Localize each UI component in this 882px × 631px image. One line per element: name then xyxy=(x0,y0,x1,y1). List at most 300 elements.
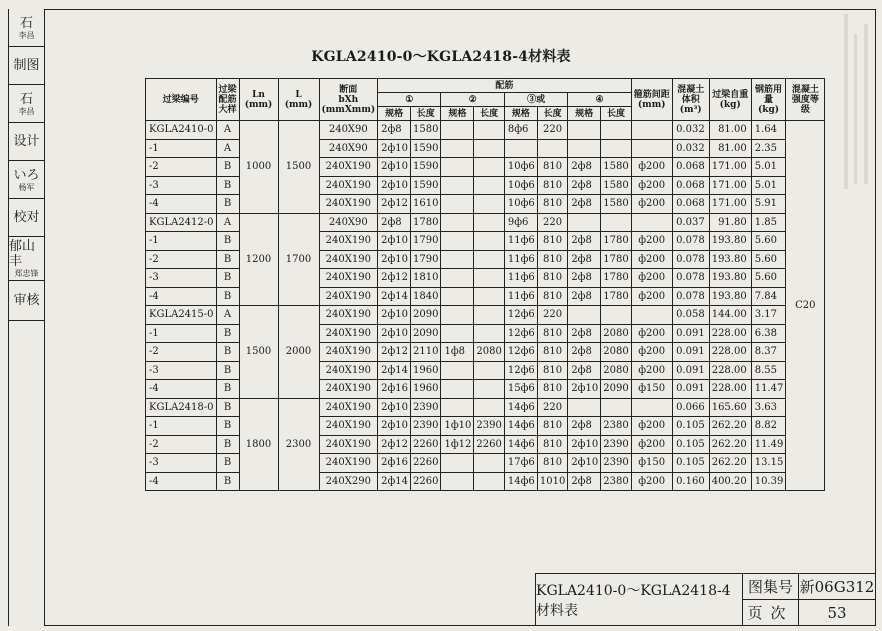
cell-st xyxy=(631,213,672,232)
header-bar-2: ② xyxy=(441,93,504,107)
cell-s1: 2ф12 xyxy=(378,269,411,288)
atlas-label: 图集号 xyxy=(743,574,799,600)
cell-s4: 2ф8 xyxy=(568,472,601,491)
cell-w: 193.80 xyxy=(709,232,751,251)
cell-l2: 2080 xyxy=(474,343,504,362)
cell-l1: 1960 xyxy=(411,361,441,380)
header-concrete-volume: 混凝土体积(m³) xyxy=(672,79,709,121)
cell-l: 2000 xyxy=(278,306,319,399)
cell-sec: 240X190 xyxy=(319,361,378,380)
cell-l4 xyxy=(601,306,631,325)
cell-st: ф200 xyxy=(631,324,672,343)
signature-role: いろ xyxy=(13,167,40,183)
header-section: 断面 bXh (mmXmm) xyxy=(319,79,378,121)
cell-d: B xyxy=(216,417,239,436)
cell-sec: 240X190 xyxy=(319,232,378,251)
cell-s1: 2ф8 xyxy=(378,121,411,140)
header-steel: 钢筋用量(kg) xyxy=(751,79,786,121)
cell-l4: 2390 xyxy=(601,435,631,454)
cell-l2 xyxy=(474,361,504,380)
cell-st: ф200 xyxy=(631,361,672,380)
cell-l1: 2090 xyxy=(411,324,441,343)
cell-s4: 2ф8 xyxy=(568,324,601,343)
signature-role: 郁山丰 xyxy=(9,239,36,269)
cell-s1: 2ф10 xyxy=(378,306,411,325)
signature-role: 审核 xyxy=(13,293,40,308)
cell-w: 144.00 xyxy=(709,306,751,325)
signature-role: 石 xyxy=(19,15,33,31)
cell-l4: 2080 xyxy=(601,343,631,362)
header-l: L (mm) xyxy=(278,79,319,121)
table-row xyxy=(146,121,825,140)
header-length: 长度 xyxy=(601,107,631,121)
cell-d: A xyxy=(216,121,239,140)
cell-no: -1 xyxy=(146,324,217,343)
cell-steel: 8.82 xyxy=(751,417,786,436)
cell-d: B xyxy=(216,176,239,195)
cell-l3: 810 xyxy=(537,195,567,214)
cell-steel: 3.17 xyxy=(751,306,786,325)
cell-s1: 2ф14 xyxy=(378,287,411,306)
cell-l3: 220 xyxy=(537,213,567,232)
cell-steel: 3.63 xyxy=(751,398,786,417)
table-title: KGLA2410-0～KGLA2418-4材料表 xyxy=(311,49,571,65)
cell-no: -2 xyxy=(146,435,217,454)
cell-vol: 0.032 xyxy=(672,121,709,140)
cell-s4: 2ф8 xyxy=(568,269,601,288)
cell-no: -4 xyxy=(146,287,217,306)
cell-sec: 240X190 xyxy=(319,176,378,195)
cell-l1: 1590 xyxy=(411,176,441,195)
cell-no: -3 xyxy=(146,176,217,195)
cell-d: B xyxy=(216,361,239,380)
cell-s4 xyxy=(568,139,601,158)
cell-l3: 810 xyxy=(537,454,567,473)
signature-cell xyxy=(9,161,44,199)
header-bar-4: ④ xyxy=(568,93,631,107)
cell-vol: 0.037 xyxy=(672,213,709,232)
cell-l2 xyxy=(474,269,504,288)
cell-l4 xyxy=(601,398,631,417)
cell-vol: 0.160 xyxy=(672,472,709,491)
cell-l2 xyxy=(474,472,504,491)
cell-s4 xyxy=(568,398,601,417)
cell-s4: 2ф8 xyxy=(568,158,601,177)
cell-l2 xyxy=(474,121,504,140)
cell-w: 262.20 xyxy=(709,435,751,454)
title-block-name: KGLA2410-0～KGLA2418-4材料表 xyxy=(536,574,743,625)
cell-l1: 1590 xyxy=(411,158,441,177)
signature-cell xyxy=(9,123,44,161)
cell-l3: 810 xyxy=(537,176,567,195)
cell-l3: 810 xyxy=(537,343,567,362)
cell-ln: 1000 xyxy=(239,121,278,214)
cell-s2 xyxy=(441,398,474,417)
signature-cell xyxy=(9,85,44,123)
cell-s2 xyxy=(441,139,474,158)
cell-sec: 240X190 xyxy=(319,306,378,325)
cell-no: -3 xyxy=(146,269,217,288)
cell-l3: 810 xyxy=(537,269,567,288)
cell-l2 xyxy=(474,250,504,269)
cell-l3: 220 xyxy=(537,306,567,325)
cell-l3: 810 xyxy=(537,158,567,177)
cell-l2 xyxy=(474,380,504,399)
cell-no: -1 xyxy=(146,417,217,436)
cell-st: ф200 xyxy=(631,343,672,362)
cell-s3: 11ф6 xyxy=(504,232,537,251)
cell-l2 xyxy=(474,398,504,417)
cell-s1: 2ф10 xyxy=(378,324,411,343)
table-row xyxy=(146,398,825,417)
cell-l2 xyxy=(474,195,504,214)
cell-l1: 1610 xyxy=(411,195,441,214)
cell-l3: 220 xyxy=(537,121,567,140)
cell-l1: 1790 xyxy=(411,250,441,269)
cell-steel: 1.85 xyxy=(751,213,786,232)
cell-l3 xyxy=(537,139,567,158)
cell-s4: 2ф10 xyxy=(568,435,601,454)
header-grade: 混凝土强度等级 xyxy=(786,79,825,121)
cell-sec: 240X190 xyxy=(319,454,378,473)
header-length: 长度 xyxy=(474,107,504,121)
cell-steel: 6.38 xyxy=(751,324,786,343)
cell-l3: 810 xyxy=(537,380,567,399)
cell-s1: 2ф14 xyxy=(378,472,411,491)
cell-vol: 0.091 xyxy=(672,380,709,399)
cell-sec: 240X190 xyxy=(319,287,378,306)
cell-l1: 2260 xyxy=(411,472,441,491)
cell-sec: 240X290 xyxy=(319,472,378,491)
cell-steel: 8.55 xyxy=(751,361,786,380)
cell-s4: 2ф10 xyxy=(568,380,601,399)
cell-l3: 810 xyxy=(537,232,567,251)
cell-d: B xyxy=(216,287,239,306)
cell-s1: 2ф10 xyxy=(378,417,411,436)
header-rebar: 配筋 xyxy=(378,79,632,93)
cell-w: 193.80 xyxy=(709,269,751,288)
cell-sec: 240X190 xyxy=(319,398,378,417)
cell-l1: 1590 xyxy=(411,139,441,158)
cell-s3: 14ф6 xyxy=(504,398,537,417)
cell-l2 xyxy=(474,139,504,158)
header-stirrup: 箍筋间距 (mm) xyxy=(631,79,672,121)
cell-l1: 1840 xyxy=(411,287,441,306)
cell-s1: 2ф14 xyxy=(378,361,411,380)
cell-s2: 1ф10 xyxy=(441,417,474,436)
header-beam-no: 过梁编号 xyxy=(146,79,217,121)
signature-cell xyxy=(9,281,44,321)
cell-l4 xyxy=(601,121,631,140)
cell-sec: 240X190 xyxy=(319,380,378,399)
atlas-value: 新06G312 xyxy=(799,574,875,600)
cell-s2 xyxy=(441,361,474,380)
cell-no: -2 xyxy=(146,250,217,269)
cell-d: B xyxy=(216,269,239,288)
cell-steel: 2.35 xyxy=(751,139,786,158)
cell-l2 xyxy=(474,232,504,251)
header-bar-3: ③或 xyxy=(504,93,567,107)
cell-l4: 1780 xyxy=(601,232,631,251)
cell-no: -2 xyxy=(146,158,217,177)
cell-d: B xyxy=(216,195,239,214)
cell-l3: 810 xyxy=(537,361,567,380)
cell-l2: 2390 xyxy=(474,417,504,436)
cell-l3: 810 xyxy=(537,324,567,343)
cell-l4: 1580 xyxy=(601,195,631,214)
cell-vol: 0.032 xyxy=(672,139,709,158)
cell-s1: 2ф10 xyxy=(378,250,411,269)
signature-role: 设计 xyxy=(13,134,40,149)
cell-l4: 2390 xyxy=(601,454,631,473)
cell-l1: 1810 xyxy=(411,269,441,288)
cell-l1: 2390 xyxy=(411,398,441,417)
cell-s4: 2ф8 xyxy=(568,195,601,214)
cell-s4: 2ф10 xyxy=(568,454,601,473)
cell-d: A xyxy=(216,306,239,325)
cell-s4: 2ф8 xyxy=(568,232,601,251)
cell-l3: 810 xyxy=(537,417,567,436)
cell-l1: 1580 xyxy=(411,121,441,140)
cell-sec: 240X190 xyxy=(319,435,378,454)
header-weight: 过梁自重(kg) xyxy=(709,79,751,121)
cell-s4: 2ф8 xyxy=(568,176,601,195)
cell-vol: 0.066 xyxy=(672,398,709,417)
cell-vol: 0.078 xyxy=(672,232,709,251)
cell-l1: 2090 xyxy=(411,306,441,325)
cell-vol: 0.105 xyxy=(672,454,709,473)
cell-s3: 12ф6 xyxy=(504,343,537,362)
signature-strip xyxy=(8,9,44,626)
cell-l2: 2260 xyxy=(474,435,504,454)
cell-s3: 14ф6 xyxy=(504,435,537,454)
cell-steel: 11.47 xyxy=(751,380,786,399)
cell-no: -2 xyxy=(146,343,217,362)
cell-d: B xyxy=(216,250,239,269)
cell-s1: 2ф10 xyxy=(378,139,411,158)
cell-s1: 2ф10 xyxy=(378,158,411,177)
cell-s2 xyxy=(441,324,474,343)
cell-l2 xyxy=(474,158,504,177)
cell-s2 xyxy=(441,250,474,269)
signature-name: 李昌 xyxy=(18,30,35,40)
cell-vol: 0.091 xyxy=(672,361,709,380)
cell-l1: 2260 xyxy=(411,435,441,454)
cell-l4: 2380 xyxy=(601,417,631,436)
cell-no: -4 xyxy=(146,195,217,214)
cell-d: B xyxy=(216,380,239,399)
cell-w: 193.80 xyxy=(709,287,751,306)
cell-sec: 240X190 xyxy=(319,250,378,269)
cell-l2 xyxy=(474,454,504,473)
cell-l1: 2390 xyxy=(411,417,441,436)
cell-no: -4 xyxy=(146,472,217,491)
cell-st xyxy=(631,139,672,158)
cell-l4 xyxy=(601,213,631,232)
cell-steel: 1.64 xyxy=(751,121,786,140)
cell-s2: 1ф12 xyxy=(441,435,474,454)
cell-w: 400.20 xyxy=(709,472,751,491)
cell-st: ф200 xyxy=(631,287,672,306)
cell-s4: 2ф8 xyxy=(568,287,601,306)
cell-no: KGLA2410-0 xyxy=(146,121,217,140)
cell-no: KGLA2415-0 xyxy=(146,306,217,325)
cell-l1: 1790 xyxy=(411,232,441,251)
cell-steel: 5.60 xyxy=(751,232,786,251)
signature-name: 杨军 xyxy=(18,182,35,192)
cell-s4 xyxy=(568,213,601,232)
signature-name: 郑忠锋 xyxy=(14,269,39,278)
cell-s2 xyxy=(441,287,474,306)
cell-no: KGLA2418-0 xyxy=(146,398,217,417)
cell-l3: 220 xyxy=(537,398,567,417)
cell-st: ф200 xyxy=(631,158,672,177)
cell-steel: 10.39 xyxy=(751,472,786,491)
cell-w: 165.60 xyxy=(709,398,751,417)
cell-l3: 810 xyxy=(537,250,567,269)
cell-s3: 11ф6 xyxy=(504,250,537,269)
cell-l1: 1780 xyxy=(411,213,441,232)
cell-s4 xyxy=(568,306,601,325)
cell-d: A xyxy=(216,213,239,232)
cell-vol: 0.068 xyxy=(672,195,709,214)
cell-l: 1500 xyxy=(278,121,319,214)
cell-l1: 2110 xyxy=(411,343,441,362)
cell-w: 171.00 xyxy=(709,195,751,214)
cell-sec: 240X190 xyxy=(319,158,378,177)
cell-sec: 240X190 xyxy=(319,269,378,288)
cell-d: B xyxy=(216,158,239,177)
material-table-body xyxy=(146,121,825,491)
cell-s3: 10ф6 xyxy=(504,195,537,214)
cell-w: 171.00 xyxy=(709,158,751,177)
cell-s3: 10ф6 xyxy=(504,158,537,177)
cell-no: -3 xyxy=(146,454,217,473)
header-spec: 规格 xyxy=(378,107,411,121)
table-row xyxy=(146,213,825,232)
cell-w: 228.00 xyxy=(709,343,751,362)
cell-steel: 8.37 xyxy=(751,343,786,362)
table-row xyxy=(146,306,825,325)
cell-l4 xyxy=(601,139,631,158)
cell-d: B xyxy=(216,398,239,417)
cell-w: 193.80 xyxy=(709,250,751,269)
cell-l: 1700 xyxy=(278,213,319,306)
cell-d: A xyxy=(216,139,239,158)
cell-d: B xyxy=(216,472,239,491)
cell-d: B xyxy=(216,324,239,343)
cell-l2 xyxy=(474,213,504,232)
cell-l4: 1580 xyxy=(601,176,631,195)
cell-l1: 2260 xyxy=(411,454,441,473)
cell-steel: 5.01 xyxy=(751,158,786,177)
cell-st xyxy=(631,398,672,417)
cell-steel: 5.91 xyxy=(751,195,786,214)
cell-st: ф200 xyxy=(631,176,672,195)
signature-cell xyxy=(9,199,44,237)
cell-s2 xyxy=(441,306,474,325)
cell-d: B xyxy=(216,454,239,473)
cell-no: -4 xyxy=(146,380,217,399)
cell-s1: 2ф12 xyxy=(378,195,411,214)
cell-s3: 14ф6 xyxy=(504,417,537,436)
cell-s2 xyxy=(441,121,474,140)
cell-s3: 17ф6 xyxy=(504,454,537,473)
cell-w: 262.20 xyxy=(709,454,751,473)
cell-s3: 11ф6 xyxy=(504,269,537,288)
header-ln: Ln (mm) xyxy=(239,79,278,121)
signature-role: 校对 xyxy=(13,210,40,225)
header-spec: 规格 xyxy=(441,107,474,121)
cell-grade: C20 xyxy=(786,121,825,491)
cell-s1: 2ф16 xyxy=(378,454,411,473)
cell-sec: 240X190 xyxy=(319,343,378,362)
cell-s1: 2ф12 xyxy=(378,343,411,362)
cell-s4 xyxy=(568,121,601,140)
cell-s2 xyxy=(441,195,474,214)
cell-l: 2300 xyxy=(278,398,319,491)
cell-d: B xyxy=(216,232,239,251)
cell-st: ф200 xyxy=(631,269,672,288)
cell-vol: 0.068 xyxy=(672,158,709,177)
cell-sec: 240X90 xyxy=(319,213,378,232)
cell-st xyxy=(631,306,672,325)
cell-w: 228.00 xyxy=(709,361,751,380)
cell-s2 xyxy=(441,158,474,177)
cell-l2 xyxy=(474,287,504,306)
cell-s2 xyxy=(441,454,474,473)
cell-s1: 2ф10 xyxy=(378,398,411,417)
cell-l1: 1960 xyxy=(411,380,441,399)
cell-l4: 2080 xyxy=(601,361,631,380)
cell-st: ф200 xyxy=(631,417,672,436)
cell-s2 xyxy=(441,232,474,251)
cell-w: 81.00 xyxy=(709,121,751,140)
cell-vol: 0.068 xyxy=(672,176,709,195)
cell-w: 262.20 xyxy=(709,417,751,436)
cell-d: B xyxy=(216,435,239,454)
cell-s2 xyxy=(441,213,474,232)
cell-vol: 0.078 xyxy=(672,269,709,288)
cell-w: 91.80 xyxy=(709,213,751,232)
cell-w: 171.00 xyxy=(709,176,751,195)
cell-vol: 0.078 xyxy=(672,250,709,269)
cell-s1: 2ф12 xyxy=(378,435,411,454)
cell-vol: 0.058 xyxy=(672,306,709,325)
cell-w: 228.00 xyxy=(709,380,751,399)
cell-s2 xyxy=(441,380,474,399)
cell-s2 xyxy=(441,472,474,491)
cell-s1: 2ф10 xyxy=(378,176,411,195)
cell-sec: 240X90 xyxy=(319,121,378,140)
cell-s3: 15ф6 xyxy=(504,380,537,399)
cell-s3: 11ф6 xyxy=(504,287,537,306)
cell-vol: 0.105 xyxy=(672,417,709,436)
cell-w: 228.00 xyxy=(709,324,751,343)
cell-no: -1 xyxy=(146,232,217,251)
cell-vol: 0.105 xyxy=(672,435,709,454)
title-block xyxy=(535,573,876,626)
cell-no: -3 xyxy=(146,361,217,380)
cell-ln: 1500 xyxy=(239,306,278,399)
cell-no: KGLA2412-0 xyxy=(146,213,217,232)
cell-s4: 2ф8 xyxy=(568,250,601,269)
signature-name: 李昌 xyxy=(18,106,35,116)
signature-role: 石 xyxy=(19,91,33,107)
cell-d: B xyxy=(216,343,239,362)
cell-vol: 0.091 xyxy=(672,343,709,362)
cell-l3: 1010 xyxy=(537,472,567,491)
